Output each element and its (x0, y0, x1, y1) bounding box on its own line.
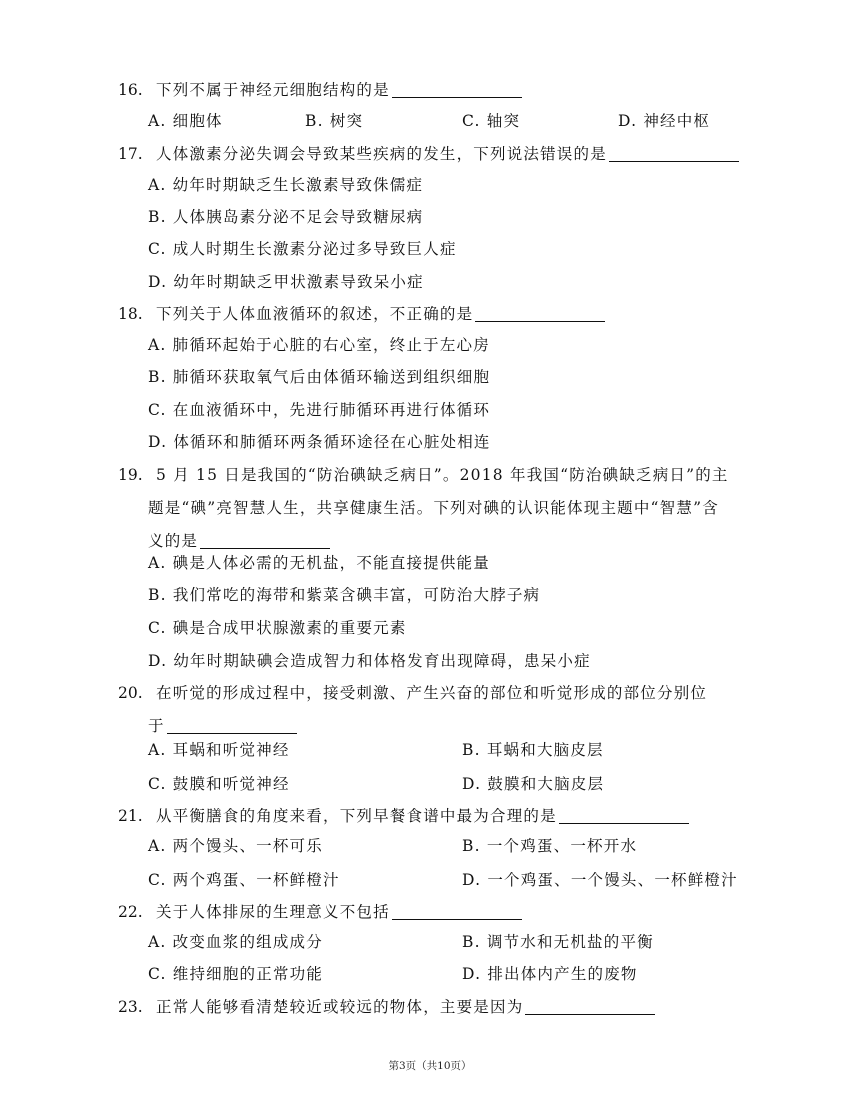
answer-blank[interactable] (200, 531, 330, 549)
option-d: D. 幼年时期缺碘会造成智力和体格发育出现障碍，患呆小症 (148, 652, 591, 670)
option-c: C. 在血液循环中，先进行肺循环再进行体循环 (148, 401, 491, 419)
option-b: B. 耳蜗和大脑皮层 (462, 741, 604, 759)
option-a: A. 耳蜗和听觉神经 (148, 741, 290, 759)
question-number: 16. (118, 81, 143, 99)
option-c: C. 鼓膜和听觉神经 (148, 775, 290, 793)
answer-blank[interactable] (525, 997, 655, 1015)
question-number: 17. (118, 145, 143, 163)
question-23 (118, 991, 764, 1024)
question-text: 下列关于人体血液循环的叙述，不正确的是 (156, 305, 474, 323)
page-footer: 第3页（共10页） (388, 1060, 472, 1072)
question-number: 18. (118, 305, 143, 323)
question-text-line-1: 5 月 15 日是我国的“防治碘缺乏病日”。2018 年我国“防治碘缺乏病日”的主 (156, 466, 729, 484)
question-text: 正常人能够看清楚较近或较远的物体，主要是因为 (156, 998, 524, 1016)
answer-blank[interactable] (609, 144, 739, 162)
question-number: 20. (118, 684, 143, 702)
question-22 (118, 896, 764, 929)
option-c: C. 两个鸡蛋、一杯鲜橙汁 (148, 871, 340, 889)
option-b: B. 一个鸡蛋、一杯开水 (462, 837, 638, 855)
answer-blank[interactable] (167, 716, 297, 734)
option-c: C. 维持细胞的正常功能 (148, 965, 324, 983)
question-16 (118, 74, 764, 107)
question-text-line-1: 在听觉的形成过程中，接受刺激、产生兴奋的部位和听觉形成的部位分别位 (156, 684, 708, 702)
question-number: 19. (118, 466, 143, 484)
option-a: A. 细胞体 (148, 112, 223, 130)
answer-blank[interactable] (559, 806, 689, 824)
option-d: D. 排出体内产生的废物 (462, 965, 638, 983)
option-b: B. 调节水和无机盐的平衡 (462, 933, 654, 951)
option-c: C. 轴突 (462, 112, 521, 130)
option-c: C. 碘是合成甲状腺激素的重要元素 (148, 619, 407, 637)
question-21 (118, 800, 764, 833)
option-b: B. 我们常吃的海带和紫菜含碘丰富，可防治大脖子病 (148, 586, 541, 604)
question-text: 从平衡膳食的角度来看，下列早餐食谱中最为合理的是 (156, 807, 557, 825)
option-a: A. 肺循环起始于心脏的右心室，终止于左心房 (148, 336, 490, 354)
option-a: A. 幼年时期缺乏生长激素导致侏儒症 (148, 176, 424, 194)
option-a: A. 碘是人体必需的无机盐，不能直接提供能量 (148, 554, 490, 572)
question-number: 23. (118, 998, 143, 1016)
option-d: D. 一个鸡蛋、一个馒头、一杯鲜橙汁 (462, 871, 738, 889)
option-b: B. 肺循环获取氧气后由体循环输送到组织细胞 (148, 368, 491, 386)
option-b: B. 人体胰岛素分泌不足会导致糖尿病 (148, 208, 424, 226)
question-text-line-3: 义的是 (148, 532, 199, 550)
question-17 (118, 138, 764, 171)
answer-blank[interactable] (475, 304, 605, 322)
question-text: 下列不属于神经元细胞结构的是 (156, 81, 390, 99)
option-c: C. 成人时期生长激素分泌过多导致巨人症 (148, 240, 457, 258)
answer-blank[interactable] (392, 80, 522, 98)
question-19 (118, 459, 764, 558)
option-d: D. 神经中枢 (618, 112, 711, 130)
question-18 (118, 298, 764, 331)
option-a: A. 两个馒头、一杯可乐 (148, 837, 323, 855)
question-number: 22. (118, 903, 143, 921)
option-a: A. 改变血浆的组成成分 (148, 933, 323, 951)
answer-blank[interactable] (392, 902, 522, 920)
question-number: 21. (118, 807, 143, 825)
question-text: 人体激素分泌失调会导致某些疾病的发生，下列说法错误的是 (156, 145, 607, 163)
question-text-line-2: 于 (148, 717, 165, 735)
option-d: D. 幼年时期缺乏甲状激素导致呆小症 (148, 273, 424, 291)
option-b: B. 树突 (305, 112, 364, 130)
option-d: D. 鼓膜和大脑皮层 (462, 775, 605, 793)
question-20 (118, 677, 764, 743)
question-text: 关于人体排尿的生理意义不包括 (156, 903, 390, 921)
question-text-line-2: 题是“碘”亮智慧人生，共享健康生活。下列对碘的认识能体现主题中“智慧”含 (148, 499, 719, 517)
option-d: D. 体循环和肺循环两条循环途径在心脏处相连 (148, 433, 491, 451)
